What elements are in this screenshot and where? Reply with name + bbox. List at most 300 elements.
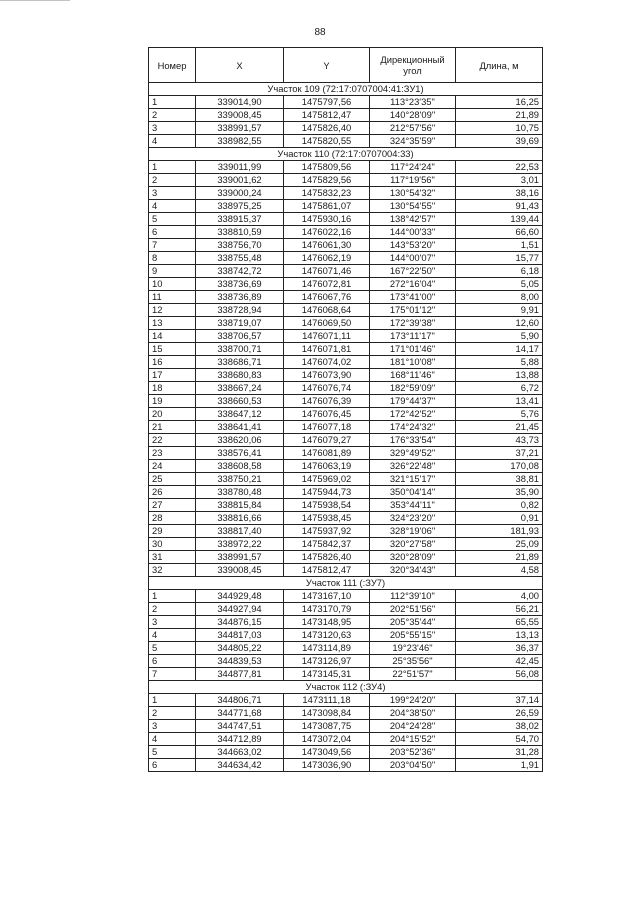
section-header-row: [149, 577, 543, 590]
point-number: 30: [149, 538, 196, 551]
segment-length: 4,00: [456, 590, 543, 603]
x-coordinate: 338816,66: [196, 512, 284, 525]
x-coordinate: 338647,12: [196, 408, 284, 421]
y-coordinate: 1475937,92: [284, 525, 370, 538]
y-coordinate: 1475842,37: [284, 538, 370, 551]
table-row: [149, 720, 543, 733]
point-number: 1: [149, 161, 196, 174]
y-coordinate: 1476076,39: [284, 395, 370, 408]
point-number: 2: [149, 109, 196, 122]
table-row: [149, 759, 543, 772]
x-coordinate: 338576,41: [196, 447, 284, 460]
section-title: Участок 111 (:ЗУ7): [149, 577, 543, 590]
y-coordinate: 1475820,55: [284, 135, 370, 148]
direction-angle: 353°44'11": [370, 499, 456, 512]
segment-length: 38,16: [456, 187, 543, 200]
point-number: 22: [149, 434, 196, 447]
table-row: [149, 252, 543, 265]
point-number: 1: [149, 96, 196, 109]
y-coordinate: 1476081,89: [284, 447, 370, 460]
x-coordinate: 338755,48: [196, 252, 284, 265]
x-coordinate: 339001,62: [196, 174, 284, 187]
segment-length: 170,08: [456, 460, 543, 473]
point-number: 6: [149, 759, 196, 772]
direction-angle: 204°24'28": [370, 720, 456, 733]
direction-angle: 144°00'07": [370, 252, 456, 265]
direction-angle: 203°52'36": [370, 746, 456, 759]
direction-angle: 203°04'50": [370, 759, 456, 772]
direction-angle: 22°51'57": [370, 668, 456, 681]
x-coordinate: 344817,03: [196, 629, 284, 642]
point-number: 29: [149, 525, 196, 538]
x-coordinate: 339011,99: [196, 161, 284, 174]
table-row: [149, 278, 543, 291]
y-coordinate: 1476071,46: [284, 265, 370, 278]
segment-length: 10,75: [456, 122, 543, 135]
point-number: 17: [149, 369, 196, 382]
point-number: 7: [149, 668, 196, 681]
x-coordinate: 338641,41: [196, 421, 284, 434]
x-coordinate: 338706,57: [196, 330, 284, 343]
point-number: 10: [149, 278, 196, 291]
segment-length: 91,43: [456, 200, 543, 213]
point-number: 3: [149, 616, 196, 629]
segment-length: 31,28: [456, 746, 543, 759]
table-row: [149, 473, 543, 486]
table-row: [149, 629, 543, 642]
segment-length: 65,55: [456, 616, 543, 629]
direction-angle: 179°44'37": [370, 395, 456, 408]
segment-length: 5,05: [456, 278, 543, 291]
point-number: 19: [149, 395, 196, 408]
table-row: [149, 161, 543, 174]
x-coordinate: 338667,24: [196, 382, 284, 395]
direction-angle: 350°04'14": [370, 486, 456, 499]
table-row: [149, 408, 543, 421]
direction-angle: 182°59'09": [370, 382, 456, 395]
point-number: 18: [149, 382, 196, 395]
y-coordinate: 1476063,19: [284, 460, 370, 473]
table-row: [149, 395, 543, 408]
table-row: [149, 616, 543, 629]
direction-angle: 138°42'57": [370, 213, 456, 226]
y-coordinate: 1475944,73: [284, 486, 370, 499]
x-coordinate: 338991,57: [196, 551, 284, 564]
segment-length: 12,60: [456, 317, 543, 330]
header-num: Номер: [149, 48, 196, 83]
point-number: 32: [149, 564, 196, 577]
table-header: [149, 48, 543, 83]
page-number: 88: [314, 27, 326, 38]
point-number: 21: [149, 421, 196, 434]
x-coordinate: 344927,94: [196, 603, 284, 616]
point-number: 3: [149, 187, 196, 200]
segment-length: 5,90: [456, 330, 543, 343]
direction-angle: 130°54'55": [370, 200, 456, 213]
point-number: 14: [149, 330, 196, 343]
x-coordinate: 338915,37: [196, 213, 284, 226]
segment-length: 181,93: [456, 525, 543, 538]
table-row: [149, 668, 543, 681]
x-coordinate: 338982,55: [196, 135, 284, 148]
x-coordinate: 344839,53: [196, 655, 284, 668]
segment-length: 42,45: [456, 655, 543, 668]
direction-angle: 143°53'20": [370, 239, 456, 252]
coordinates-table: [148, 47, 543, 772]
y-coordinate: 1475938,54: [284, 499, 370, 512]
section-title: Участок 110 (72:17:0707004:33): [149, 148, 543, 161]
point-number: 8: [149, 252, 196, 265]
table-row: [149, 239, 543, 252]
y-coordinate: 1476079,27: [284, 434, 370, 447]
table-row: [149, 512, 543, 525]
y-coordinate: 1475861,07: [284, 200, 370, 213]
segment-length: 6,72: [456, 382, 543, 395]
scan-corner-mark: [0, 0, 70, 5]
y-coordinate: 1473098,84: [284, 707, 370, 720]
direction-angle: 25°35'56": [370, 655, 456, 668]
table-body: [149, 83, 543, 772]
x-coordinate: 338736,69: [196, 278, 284, 291]
segment-length: 22,53: [456, 161, 543, 174]
y-coordinate: 1476022,16: [284, 226, 370, 239]
x-coordinate: 338817,40: [196, 525, 284, 538]
x-coordinate: 338810,59: [196, 226, 284, 239]
x-coordinate: 338608,58: [196, 460, 284, 473]
direction-angle: 205°55'15": [370, 629, 456, 642]
y-coordinate: 1476071,81: [284, 343, 370, 356]
direction-angle: 140°28'09": [370, 109, 456, 122]
x-coordinate: 338756,70: [196, 239, 284, 252]
x-coordinate: 344806,71: [196, 694, 284, 707]
segment-length: 56,21: [456, 603, 543, 616]
direction-angle: 168°11'46": [370, 369, 456, 382]
table-row: [149, 538, 543, 551]
y-coordinate: 1476069,50: [284, 317, 370, 330]
x-coordinate: 344876,15: [196, 616, 284, 629]
direction-angle: 172°39'38": [370, 317, 456, 330]
table-row: [149, 564, 543, 577]
point-number: 1: [149, 590, 196, 603]
segment-length: 4,58: [456, 564, 543, 577]
point-number: 7: [149, 239, 196, 252]
point-number: 2: [149, 603, 196, 616]
y-coordinate: 1475826,40: [284, 551, 370, 564]
table-row: [149, 330, 543, 343]
direction-angle: 326°22'48": [370, 460, 456, 473]
section-header-row: [149, 148, 543, 161]
segment-length: 36,37: [456, 642, 543, 655]
y-coordinate: 1476077,18: [284, 421, 370, 434]
y-coordinate: 1475812,47: [284, 564, 370, 577]
direction-angle: 320°34'43": [370, 564, 456, 577]
table-row: [149, 226, 543, 239]
y-coordinate: 1475797,56: [284, 96, 370, 109]
y-coordinate: 1473126,97: [284, 655, 370, 668]
table-row: [149, 265, 543, 278]
y-coordinate: 1476071,11: [284, 330, 370, 343]
segment-length: 37,21: [456, 447, 543, 460]
segment-length: 0,82: [456, 499, 543, 512]
segment-length: 16,25: [456, 96, 543, 109]
direction-angle: 113°23'35": [370, 96, 456, 109]
y-coordinate: 1473148,95: [284, 616, 370, 629]
point-number: 3: [149, 720, 196, 733]
direction-angle: 328°19'06": [370, 525, 456, 538]
segment-length: 3,01: [456, 174, 543, 187]
table-row: [149, 96, 543, 109]
header-x: X: [196, 48, 284, 83]
x-coordinate: 338620,06: [196, 434, 284, 447]
table-row: [149, 460, 543, 473]
table-row: [149, 434, 543, 447]
segment-length: 9,91: [456, 304, 543, 317]
x-coordinate: 338815,84: [196, 499, 284, 512]
y-coordinate: 1473111,18: [284, 694, 370, 707]
table-row: [149, 213, 543, 226]
segment-length: 5,76: [456, 408, 543, 421]
table-row: [149, 304, 543, 317]
direction-angle: 181°10'08": [370, 356, 456, 369]
section-title: Участок 109 (72:17:0707004:41:ЗУ1): [149, 83, 543, 96]
x-coordinate: 344712,89: [196, 733, 284, 746]
point-number: 2: [149, 174, 196, 187]
y-coordinate: 1475826,40: [284, 122, 370, 135]
table-row: [149, 369, 543, 382]
table-row: [149, 551, 543, 564]
segment-length: 43,73: [456, 434, 543, 447]
x-coordinate: 338991,57: [196, 122, 284, 135]
segment-length: 66,60: [456, 226, 543, 239]
x-coordinate: 344929,48: [196, 590, 284, 603]
point-number: 9: [149, 265, 196, 278]
x-coordinate: 344877,81: [196, 668, 284, 681]
x-coordinate: 338728,94: [196, 304, 284, 317]
y-coordinate: 1476076,74: [284, 382, 370, 395]
direction-angle: 202°51'56": [370, 603, 456, 616]
y-coordinate: 1473167,10: [284, 590, 370, 603]
point-number: 27: [149, 499, 196, 512]
direction-angle: 329°49'52": [370, 447, 456, 460]
direction-angle: 324°35'59": [370, 135, 456, 148]
direction-angle: 167°22'50": [370, 265, 456, 278]
header-length: Длина, м: [456, 48, 543, 83]
y-coordinate: 1473072,04: [284, 733, 370, 746]
point-number: 4: [149, 629, 196, 642]
point-number: 5: [149, 746, 196, 759]
table-row: [149, 694, 543, 707]
section-header-row: [149, 83, 543, 96]
point-number: 1: [149, 694, 196, 707]
point-number: 15: [149, 343, 196, 356]
section-header-row: [149, 681, 543, 694]
section-title: Участок 112 (:ЗУ4): [149, 681, 543, 694]
point-number: 23: [149, 447, 196, 460]
x-coordinate: 344805,22: [196, 642, 284, 655]
segment-length: 14,17: [456, 343, 543, 356]
direction-angle: 174°24'32": [370, 421, 456, 434]
x-coordinate: 344747,51: [196, 720, 284, 733]
table-row: [149, 200, 543, 213]
table-row: [149, 135, 543, 148]
table-row: [149, 382, 543, 395]
point-number: 4: [149, 200, 196, 213]
y-coordinate: 1476062,19: [284, 252, 370, 265]
header-y: Y: [284, 48, 370, 83]
segment-length: 21,45: [456, 421, 543, 434]
direction-angle: 117°19'56": [370, 174, 456, 187]
x-coordinate: 339008,45: [196, 109, 284, 122]
table-row: [149, 317, 543, 330]
point-number: 20: [149, 408, 196, 421]
x-coordinate: 339000,24: [196, 187, 284, 200]
segment-length: 21,89: [456, 109, 543, 122]
segment-length: 54,70: [456, 733, 543, 746]
direction-angle: 320°28'09": [370, 551, 456, 564]
direction-angle: 117°24'24": [370, 161, 456, 174]
point-number: 13: [149, 317, 196, 330]
point-number: 2: [149, 707, 196, 720]
point-number: 26: [149, 486, 196, 499]
segment-length: 13,88: [456, 369, 543, 382]
x-coordinate: 338972,22: [196, 538, 284, 551]
y-coordinate: 1473114,89: [284, 642, 370, 655]
y-coordinate: 1473170,79: [284, 603, 370, 616]
point-number: 6: [149, 655, 196, 668]
table-row: [149, 486, 543, 499]
direction-angle: 112°39'10": [370, 590, 456, 603]
segment-length: 0,91: [456, 512, 543, 525]
x-coordinate: 338742,72: [196, 265, 284, 278]
segment-length: 39,69: [456, 135, 543, 148]
segment-length: 13,13: [456, 629, 543, 642]
table-row: [149, 525, 543, 538]
table-row: [149, 109, 543, 122]
point-number: 3: [149, 122, 196, 135]
segment-length: 8,00: [456, 291, 543, 304]
table-row: [149, 746, 543, 759]
table-row: [149, 421, 543, 434]
segment-length: 56,08: [456, 668, 543, 681]
table-row: [149, 733, 543, 746]
point-number: 5: [149, 213, 196, 226]
y-coordinate: 1475809,56: [284, 161, 370, 174]
y-coordinate: 1476072,81: [284, 278, 370, 291]
table-row: [149, 291, 543, 304]
direction-angle: 171°01'46": [370, 343, 456, 356]
x-coordinate: 338686,71: [196, 356, 284, 369]
y-coordinate: 1476068,64: [284, 304, 370, 317]
direction-angle: 173°11'17": [370, 330, 456, 343]
table-row: [149, 122, 543, 135]
x-coordinate: 338700,71: [196, 343, 284, 356]
segment-length: 139,44: [456, 213, 543, 226]
x-coordinate: 344634,42: [196, 759, 284, 772]
y-coordinate: 1476074,02: [284, 356, 370, 369]
y-coordinate: 1475969,02: [284, 473, 370, 486]
y-coordinate: 1473049,56: [284, 746, 370, 759]
table-row: [149, 356, 543, 369]
direction-angle: 205°35'44": [370, 616, 456, 629]
direction-angle: 176°33'54": [370, 434, 456, 447]
segment-length: 5,88: [456, 356, 543, 369]
y-coordinate: 1476067,76: [284, 291, 370, 304]
y-coordinate: 1475938,45: [284, 512, 370, 525]
segment-length: 15,77: [456, 252, 543, 265]
point-number: 5: [149, 642, 196, 655]
table-row: [149, 499, 543, 512]
table-row: [149, 187, 543, 200]
y-coordinate: 1476076,45: [284, 408, 370, 421]
x-coordinate: 338780,48: [196, 486, 284, 499]
segment-length: 38,02: [456, 720, 543, 733]
direction-angle: 272°16'04": [370, 278, 456, 291]
direction-angle: 204°38'50": [370, 707, 456, 720]
direction-angle: 130°54'32": [370, 187, 456, 200]
y-coordinate: 1473036,90: [284, 759, 370, 772]
y-coordinate: 1475832,23: [284, 187, 370, 200]
point-number: 4: [149, 733, 196, 746]
x-coordinate: 344663,02: [196, 746, 284, 759]
segment-length: 1,91: [456, 759, 543, 772]
direction-angle: 204°15'52": [370, 733, 456, 746]
point-number: 4: [149, 135, 196, 148]
x-coordinate: 344771,68: [196, 707, 284, 720]
segment-length: 25,09: [456, 538, 543, 551]
segment-length: 6,18: [456, 265, 543, 278]
segment-length: 26,59: [456, 707, 543, 720]
y-coordinate: 1475812,47: [284, 109, 370, 122]
direction-angle: 144°00'33": [370, 226, 456, 239]
direction-angle: 321°15'17": [370, 473, 456, 486]
table-row: [149, 174, 543, 187]
y-coordinate: 1476073,90: [284, 369, 370, 382]
y-coordinate: 1473145,31: [284, 668, 370, 681]
point-number: 16: [149, 356, 196, 369]
point-number: 31: [149, 551, 196, 564]
y-coordinate: 1475930,16: [284, 213, 370, 226]
table-row: [149, 655, 543, 668]
y-coordinate: 1473120,63: [284, 629, 370, 642]
segment-length: 38,81: [456, 473, 543, 486]
point-number: 11: [149, 291, 196, 304]
segment-length: 13,41: [456, 395, 543, 408]
x-coordinate: 338736,89: [196, 291, 284, 304]
direction-angle: 212°57'56": [370, 122, 456, 135]
table-row: [149, 447, 543, 460]
point-number: 6: [149, 226, 196, 239]
x-coordinate: 338975,25: [196, 200, 284, 213]
x-coordinate: 339008,45: [196, 564, 284, 577]
x-coordinate: 338660,53: [196, 395, 284, 408]
table-row: [149, 642, 543, 655]
direction-angle: 199°24'20": [370, 694, 456, 707]
segment-length: 37,14: [456, 694, 543, 707]
table-row: [149, 707, 543, 720]
point-number: 12: [149, 304, 196, 317]
segment-length: 21,89: [456, 551, 543, 564]
direction-angle: 172°42'52": [370, 408, 456, 421]
segment-length: 1,51: [456, 239, 543, 252]
direction-angle: 175°01'12": [370, 304, 456, 317]
table-row: [149, 603, 543, 616]
segment-length: 35,90: [456, 486, 543, 499]
point-number: 25: [149, 473, 196, 486]
y-coordinate: 1476061,30: [284, 239, 370, 252]
table-row: [149, 590, 543, 603]
x-coordinate: 338680,83: [196, 369, 284, 382]
direction-angle: 19°23'46": [370, 642, 456, 655]
